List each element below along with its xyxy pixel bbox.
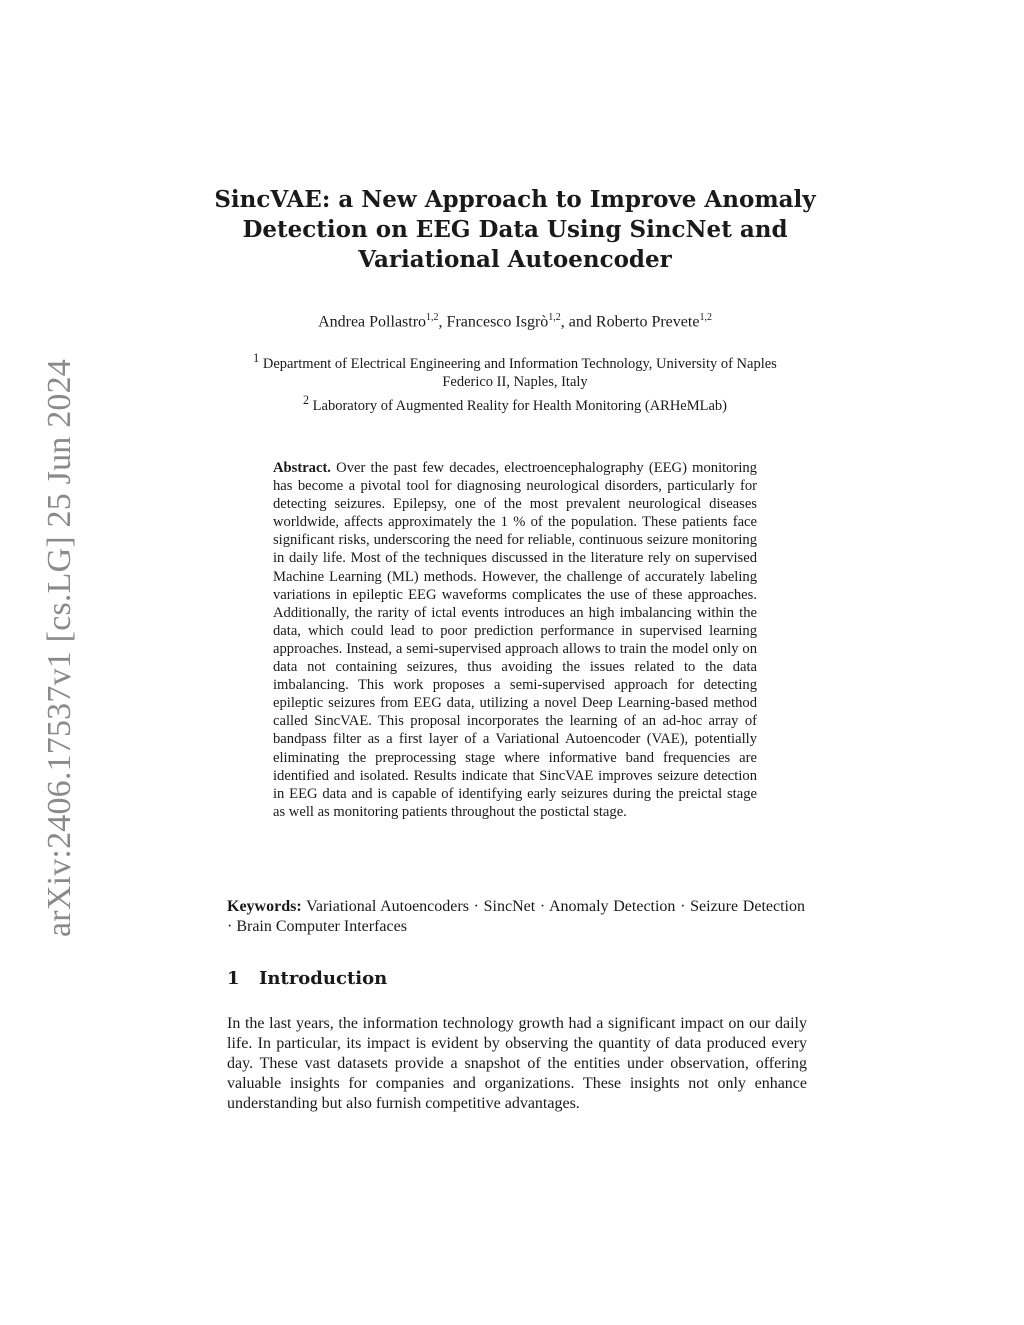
affiliation-list bbox=[230, 349, 800, 415]
keywords bbox=[227, 897, 805, 937]
author-affiliation-mark: 1,2 bbox=[699, 312, 712, 323]
affiliation-text: Laboratory of Augmented Reality for Health Monitoring (ARHeMLab) bbox=[312, 397, 728, 414]
keywords-text: Variational Autoencoders · SincNet · Anomaly Detection · Seizure Detection · Brain Computer Interfaces bbox=[227, 898, 805, 935]
author-affiliation-mark: 1,2 bbox=[426, 312, 439, 323]
abstract-text: Over the past few decades, electroencephalography (EEG) monitoring has become a pivotal tool for diagnosing neurological disorders, particularly for detecting seizures. Epilepsy, one of the most prevalent neurological diseases worldwide, affects approximately the 1 % of the population. These patients face significant risks, underscoring the need for reliable, continuous seizure monitoring in daily life. Most of the techniques discussed in the literature rely on supervised Machine Learning (ML) methods. However, the challenge of accurately labeling variations in epileptic EEG waveforms complicates the use of these approaches. Additionally, the rarity of ictal events introduces an high imbalancing within the data, which could lead to poor prediction performance in supervised learning approaches. Instead, a semi-supervised approach allows to train the model only on data not containing seizures, thus avoiding the issues related to the data imbalancing. This work proposes a semi-supervised approach for detecting epileptic seizures from EEG data, utilizing a novel Deep Learning-based method called SincVAE. This proposal incorporates the learning of an ad-hoc array of bandpass filter as a first layer of a Variational Autoencoder (VAE), potentially eliminating the preprocessing stage where informative band frequencies are identified and isolated. Results indicate that SincVAE improves seizure detection in EEG data and is capable of identifying early seizures during the preictal stage as well as monitoring patients throughout the postictal stage. bbox=[273, 460, 757, 820]
author-separator: , and bbox=[560, 313, 596, 331]
affiliation-item bbox=[230, 349, 800, 391]
section-title: Introduction bbox=[259, 968, 388, 989]
abstract-label: Abstract. bbox=[273, 460, 331, 476]
author-separator: , bbox=[438, 313, 447, 331]
paper-title: SincVAE: a New Approach to Improve Anomaly Detection on EEG Data Using SincNet and Variational Autoencoder bbox=[214, 186, 816, 273]
body-paragraph: In the last years, the information technology growth had a significant impact on our daily life. In particular, its impact is evident by observing the quantity of data produced every day. These vast datasets provide a snapshot of the entities under observation, offering valuable insights for companies and organizations. These insights not only enhance understanding but also furnish competitive advantages. bbox=[227, 1015, 807, 1112]
abstract bbox=[273, 459, 757, 821]
author-name: Roberto Prevete bbox=[595, 313, 700, 331]
affiliation-text: Department of Electrical Engineering and Information Technology, University of Naples Federico II, Naples, Italy bbox=[262, 355, 777, 390]
arxiv-identifier: arXiv:2406.17537v1 [cs.LG] 25 Jun 2024 bbox=[41, 359, 78, 937]
author-list bbox=[200, 312, 830, 331]
affiliation-number: 1 bbox=[253, 351, 260, 365]
author-affiliation-mark: 1,2 bbox=[548, 312, 561, 323]
affiliation-item bbox=[230, 391, 800, 415]
affiliation-number: 2 bbox=[302, 392, 310, 407]
section-heading bbox=[227, 968, 387, 989]
keywords-label: Keywords: bbox=[227, 898, 302, 915]
author-name: Francesco Isgrò bbox=[446, 313, 549, 331]
section-number: 1 bbox=[227, 968, 240, 989]
author-name: Andrea Pollastro bbox=[318, 313, 427, 331]
